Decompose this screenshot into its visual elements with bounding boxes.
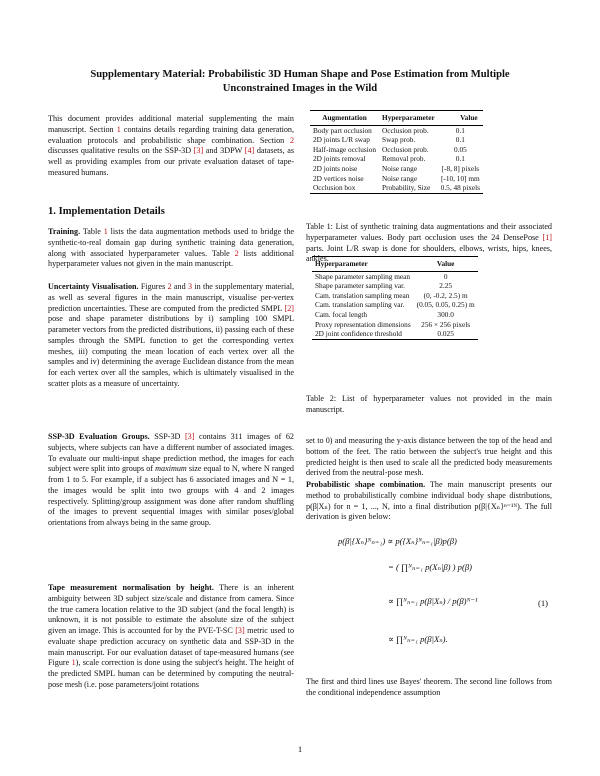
table-row [312, 271, 478, 281]
cell: Occlusion prob. [382, 125, 429, 135]
cell: 2D joints noise [313, 163, 358, 173]
table-row [310, 174, 483, 184]
cell: Noise range [382, 173, 418, 183]
cell: Cam. translation sampling var. [315, 300, 405, 310]
header-cell: Value [436, 259, 455, 268]
cell: 2D joints removal [313, 154, 366, 164]
cell: 0.1 [455, 135, 465, 145]
figure-link[interactable]: 3 [187, 282, 193, 291]
figure-link[interactable]: 1 [71, 658, 76, 668]
table-header-row [312, 257, 478, 272]
cell: Body part occlusion [313, 125, 372, 135]
section-heading: 1. Implementation Details [48, 206, 165, 217]
cell: Cam. focal length [315, 309, 368, 319]
cell: Cam. translation sampling mean [315, 290, 410, 300]
table-row [312, 310, 478, 320]
citation-link[interactable]: [1] [542, 232, 552, 242]
header-cell: Value [460, 113, 478, 122]
header-cell: Hyperparameter [382, 113, 435, 122]
cell: [-8, 8] pixels [441, 163, 480, 173]
table-row [310, 125, 483, 135]
cell: 0.1 [455, 154, 465, 164]
cell: 0.1 [455, 125, 465, 135]
final-paragraph: The first and third lines use Bayes' theorem. The second line follows from the conditional independence assumption [306, 677, 552, 697]
probabilistic-paragraph: Probabilistic shape combination. The main manuscript presents our method to probabilistically combine individual body shape distributions, p(β|Xₙ) for n = 1, ..., N, into a final distribution p(β|{Xₙ}ⁿ⁼¹ᴺ). The full derivation is given below: [306, 480, 552, 522]
title-line-2: Unconstrained Images in the Wild [222, 83, 378, 94]
cell: 256 × 256 pixels [421, 319, 471, 329]
section-link[interactable]: 2 [289, 135, 294, 145]
table-link[interactable]: 2 [234, 248, 239, 258]
cell: 300.0 [437, 309, 454, 319]
cell: 0.5, 48 pixels [440, 183, 481, 193]
cell: Removal prob. [382, 154, 426, 164]
hyperparameter-table [312, 256, 478, 340]
augmentation-table [310, 110, 483, 194]
section-link[interactable]: 1 [116, 124, 121, 134]
table-row [310, 164, 483, 174]
cell: 0 [443, 271, 448, 281]
cell: Proxy representation dimensions [315, 319, 411, 329]
citation-link[interactable]: [4] [244, 146, 255, 156]
equation-number: (1) [538, 598, 549, 608]
cell: 0.025 [437, 329, 454, 339]
table-row [310, 145, 483, 155]
equation-line-4: ∝ ∏ᴺₙ₌₁ p(β|Xₙ). [388, 634, 448, 644]
equation-line-3: ∝ ∏ᴺₙ₌₁ p(β|Xₙ) / p(β)ᴺ⁻¹ [388, 596, 478, 606]
cell: [-10, 10] mm [441, 173, 480, 183]
cell: 0.05 [453, 144, 467, 154]
citation-link[interactable]: [2] [284, 303, 294, 313]
cell: Probability, Size [382, 183, 431, 193]
table-header-row [310, 111, 483, 126]
figure-link[interactable]: 2 [167, 282, 172, 291]
title-line-1: Supplementary Material: Probabilistic 3D Human Shape and Pose Estimation from Multiple [90, 69, 510, 80]
citation-link[interactable]: [3] [184, 432, 195, 441]
cell: Noise range [382, 163, 418, 173]
cell: Occlusion box [313, 183, 356, 193]
table-row [312, 281, 478, 291]
table-row [312, 300, 478, 310]
table-row [310, 154, 483, 164]
cell: 2D vertices noise [313, 173, 364, 183]
training-paragraph: Training. Table 1 lists the data augmentation methods used to bridge the synthetic-to-real domain gap during synthetic training data generation, along with associated hyperparameter values. Table 2 lists additional hyperparameter values not given in the main manuscript. [48, 227, 294, 269]
cell: Shape parameter sampling mean [315, 271, 411, 281]
uncertainty-paragraph: Uncertainty Visualisation. Figures 2 and 3 in the supplementary material, as well as several figures in the main manuscript, visualise per-vertex prediction uncertainties. These are computed from the predicted SMPL [2] pose and shape parameter distributions by i) sampling 100 SMPL parameter vectors from the predicted distributions, ii) passing each of these samples through the SMPL function to get the corresponding vertex meshes, iii) computing the mean location of each vertex over all the samples and iv) determining the average Euclidean distance from the mean for each vertex over all the samples, which is ultimately visualised in the scatter plots as a measure of uncertainty. [48, 282, 295, 388]
continued-paragraph: set to 0) and measuring the y-axis distance between the top of the head and bottom of the feet. The ratio between the subject's true height and this predicted height is then used to scale all the predicted body measurements derived from the neutral-pose mesh. [306, 436, 552, 478]
header-cell: Augmentation [322, 113, 367, 122]
ssp3d-paragraph: SSP-3D Evaluation Groups. SSP-3D [3] contains 311 images of 62 subjects, where subjects can have a different number of associated images. To evaluate our multi-input shape prediction method, the images for each subject were split into groups of maximum size equal to N, where N ranged from 1 to 5. For example, if a subject has 6 associated images and N = 1, the images would be split into two groups with 4 and 2 images respectively. Splitting/group assignment was done after random shuffling of the images to prevent sequential images with similar poses/global orientations from always being in the same group. [48, 432, 294, 527]
cell: Swap prob. [382, 135, 416, 145]
page-number: 1 [297, 744, 303, 754]
cell: Half-image occlusion [313, 144, 377, 154]
cell: Shape parameter sampling var. [315, 281, 405, 291]
table-row [312, 291, 478, 301]
header-cell: Hyperparameter [315, 259, 368, 268]
cell: Occlusion prob. [382, 144, 429, 154]
table-row [312, 329, 478, 339]
cell: 2D joint confidence threshold [315, 329, 402, 339]
cell: (0, -0.2, 2.5) m [423, 290, 468, 300]
table2-caption: Table 2: List of hyperparameter values not provided in the main manuscript. [306, 394, 552, 414]
equation-line-2: = ( ∏ᴺₙ₌₁ p(Xₙ|β) ) p(β) [388, 562, 472, 572]
table-row [312, 320, 478, 330]
equation-line-1: p(β|{Xₙ}ᴺₙ₌₁) ∝ p({Xₙ}ᴺₙ₌₁|β)p(β) [338, 536, 457, 546]
cell: 2.25 [439, 281, 453, 291]
paper-title [40, 68, 560, 96]
citation-link[interactable]: [3] [193, 146, 204, 156]
table-row [310, 183, 483, 193]
table-link[interactable]: 1 [103, 227, 108, 236]
cell: (0.05, 0.05, 0.25) m [416, 300, 475, 310]
cell: 2D joints L/R swap [313, 135, 370, 145]
table-row [310, 135, 483, 145]
citation-link[interactable]: [3] [235, 626, 245, 635]
table1-caption: Table 1: List of synthetic training data augmentations and their associated hyperparameter values. Body part occlusion uses the 24 DensePose [1] parts. Joint L/R swap is done for shoulders, elbows, wrists, hips, knees, ankles. [306, 222, 552, 264]
intro-paragraph: This document provides additional material supplementing the main manuscript. Section 1 contains details regarding training data generation, evaluation protocols and probabilistic shape combination. Section 2 discusses qualitative results on the SSP-3D [3] and 3DPW [4] datasets, as well as providing examples from our private evaluation dataset of tape-measured humans. [48, 114, 294, 177]
tape-paragraph: Tape measurement normalisation by height. There is an inherent ambiguity between 3D subject size/scale and distance from camera. Since the true camera location relative to the 3D subject (and the focal length) is unknown, it is not possible to estimate the absolute size of the subject given an image. This is accounted for by the PVE-T-SC [3] metric used to evaluate shape prediction accuracy on synthetic data and SSP-3D in the main manuscript. For our evaluation dataset of tape-measured humans (see Figure 1), scale correction is done using the subject's height. The height of the predicted SMPL human can be determined by computing the neutral-pose mesh (i.e. pose parameters/joint rotations [48, 583, 295, 689]
